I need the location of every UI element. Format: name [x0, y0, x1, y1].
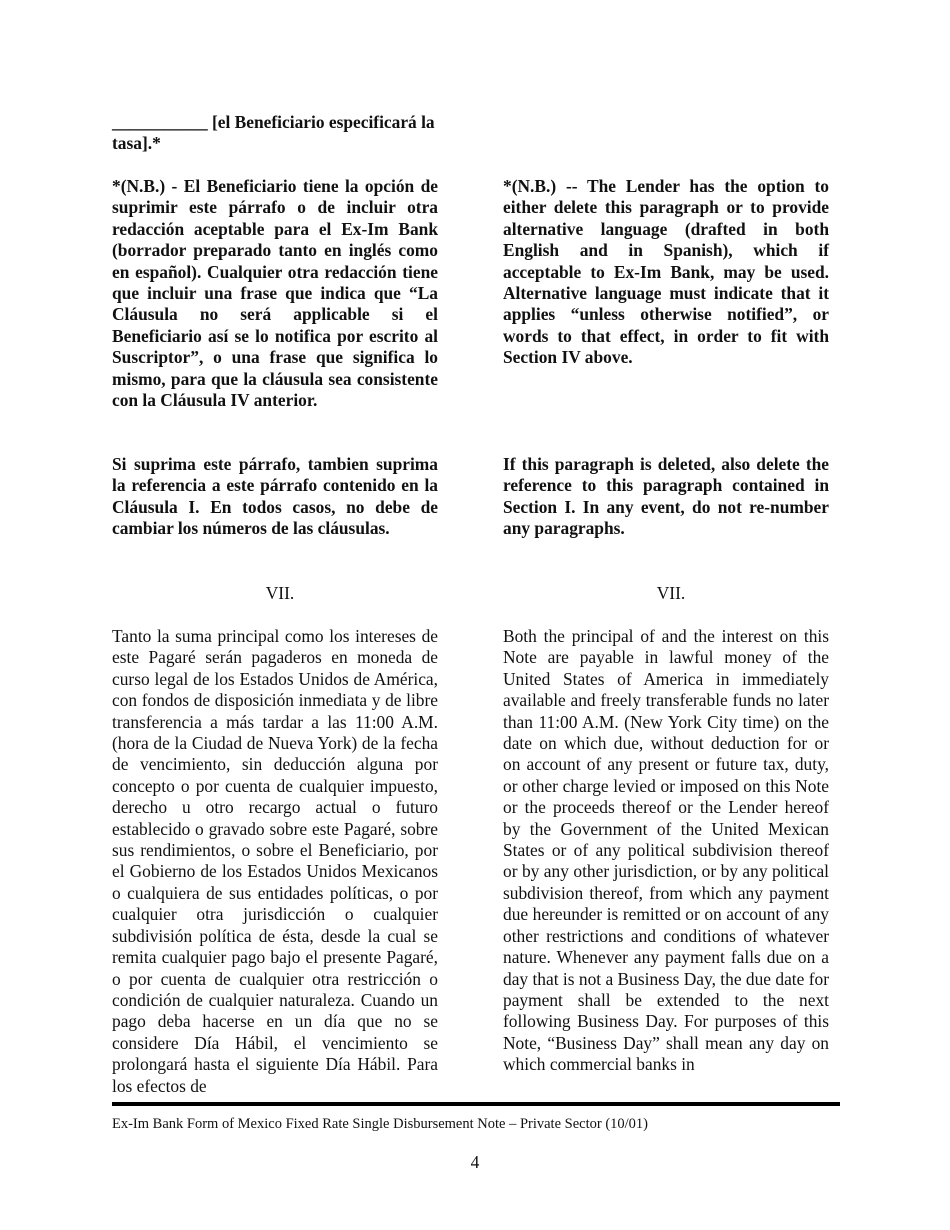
nb-paragraph-text: *(N.B.) -- The Lender has the option to either delete this paragraph or to provide alternative language (drafted in both English and in Spanish), which if acceptable to Ex-Im Bank, may be used. Alternative language must indicate that it applies “unless otherwise notified”, or words to that effect, in order to fit with Section IV above.	[503, 176, 829, 368]
right-delete-paragraph	[503, 454, 829, 540]
delete-paragraph-text: Si suprima este párrafo, tambien suprima la referencia a este párrafo contenido en la Cláusula I. En todos casos, no debe de cambiar los números de las cláusulas.	[112, 454, 438, 539]
footer-text: Ex-Im Bank Form of Mexico Fixed Rate Single Disbursement Note – Private Sector (10/01)	[112, 1116, 649, 1132]
delete-paragraph-text: If this paragraph is deleted, also delete the reference to this paragraph contained in Section I. In any event, do not re-number any paragraphs.	[503, 454, 829, 539]
footer-rule	[112, 1102, 840, 1106]
rate-line-text: ___________ [el Beneficiario especificará la tasa].*	[112, 112, 435, 154]
nb-paragraph-text: *(N.B.) - El Beneficiario tiene la opción de suprimir este párrafo o de incluir otra redacción aceptable para el Ex-Im Bank (borrador preparado tanto en inglés como en español). Cualquier otra redacción tiene que incluir una frase que indica que “La Cláusula no será applicable si el Beneficiario así se lo notifica por escrito al Suscriptor”, o una frase que significa lo mismo, para que la cláusula sea consistente con la Cláusula IV anterior.	[112, 176, 438, 411]
section-body-text: Both the principal of and the interest on this Note are payable in lawful money of the United States of America in immediately available and freely transferable funds no later than 11:00 A.M. (New York City time) on the date on which due, without deduction for or on account of any present or future tax, duty, or other charge levied or imposed on this Note or the proceeds thereof or the Lender hereof by the Government of the United Mexican States or of any political subdivision thereof or by any other jurisdiction, or by any political subdivision thereof, from which any payment due hereunder is remitted or on account of any other restrictions and conditions of whatever nature. Whenever any payment falls due on a day that is not a Business Day, the due date for payment shall be extended to the next following Business Day. For purposes of this Note, “Business Day” shall mean any day on which commercial banks in	[503, 626, 829, 1075]
right-section-body	[503, 626, 829, 1116]
left-delete-paragraph	[112, 454, 438, 540]
left-nb-paragraph	[112, 176, 438, 411]
left-section-heading: VII.	[265, 583, 295, 603]
section-body-text: Tanto la suma principal como los intereses de este Pagaré serán pagaderos en moneda de curso legal de los Estados Unidos de América, con fondos de disposición inmediata y de libre transferencia a más tardar a las 11:00 A.M. (hora de la Ciudad de Nueva York) de la fecha de vencimiento, sin deducción alguna por concepto o por cuenta de cualquier impuesto, derecho u otro recargo actual o futuro establecido o gravado sobre este Pagaré, sobre sus rendimientos, o sobre el Beneficiario, por el Gobierno de los Estados Unidos Mexicanos o cualquiera de sus entidades políticas, o por cualquier otra jurisdicción o cualquier subdivisión política de ésta, desde la cual se remita cualquier pago bajo el presente Pagaré, o por cuenta de cualquier otra restricción o condición de cualquier naturaleza. Cuando un pago deba hacerse en un día que no se considere Día Hábil, el vencimiento se prolongará hasta el siguiente Día Hábil. Para los efectos de	[112, 626, 438, 1096]
left-section-body	[112, 626, 438, 1116]
right-section-heading: VII.	[656, 583, 686, 603]
left-rate-line	[112, 112, 438, 155]
page-number: 4	[470, 1152, 480, 1172]
right-nb-paragraph	[503, 176, 829, 369]
